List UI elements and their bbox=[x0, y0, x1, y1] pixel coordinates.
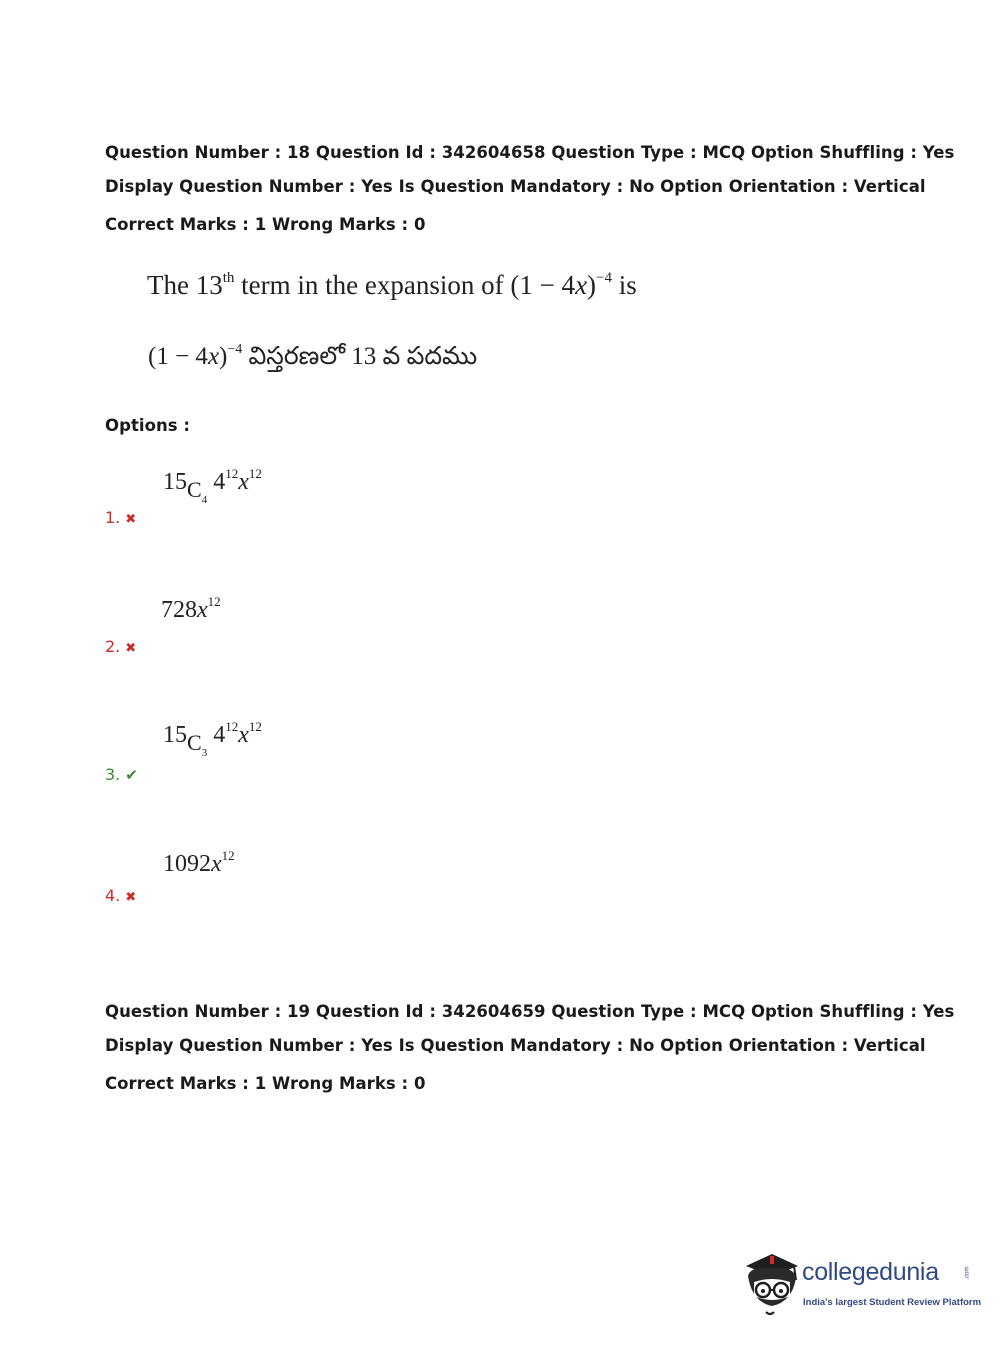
q19-meta-line-2: Display Question Number : Yes Is Question Mandatory : No Option Orientation : Vertical bbox=[105, 1036, 926, 1055]
q18-meta-line-1: Question Number : 18 Question Id : 342604658 Question Type : MCQ Option Shuffling : Yes bbox=[105, 143, 955, 162]
option-2-content: $728x^{12}$ bbox=[161, 594, 221, 623]
check-mark-icon: ✔ bbox=[125, 766, 138, 784]
option-4-content: $1092x^{12}$ bbox=[163, 848, 235, 877]
option-3-content: $15C_3$ $4^{12}x^{12}$ bbox=[163, 719, 262, 759]
option-1-content: $15C_4$ $4^{12}x^{12}$ bbox=[163, 466, 262, 506]
question-text-english: The 13th term in the expansion of $(1 - 4x)^{-4}$ is bbox=[147, 270, 637, 300]
options-label: Options : bbox=[105, 416, 191, 435]
wrong-mark-icon: ✖ bbox=[125, 890, 137, 905]
q18-meta-line-3: Correct Marks : 1 Wrong Marks : 0 bbox=[105, 215, 426, 234]
q19-meta-line-1: Question Number : 19 Question Id : 342604659 Question Type : MCQ Option Shuffling : Yes bbox=[105, 1002, 955, 1021]
q19-meta-line-3: Correct Marks : 1 Wrong Marks : 0 bbox=[105, 1074, 426, 1093]
option-1-number[interactable]: 1. ✖ bbox=[105, 508, 137, 527]
question-text-telugu: $(1 - 4x)^{-4}$ విస్తరణలో 13 వ పదము bbox=[148, 342, 478, 370]
brand-domain-suffix: .com bbox=[964, 1266, 971, 1280]
q18-meta-line-2: Display Question Number : Yes Is Question Mandatory : No Option Orientation : Vertical bbox=[105, 177, 926, 196]
mascot-icon bbox=[742, 1246, 802, 1320]
wrong-mark-icon: ✖ bbox=[125, 512, 137, 527]
option-4-number[interactable]: 4. ✖ bbox=[105, 886, 137, 905]
brand-tagline: India's largest Student Review Platform bbox=[803, 1297, 982, 1308]
wrong-mark-icon: ✖ bbox=[125, 641, 137, 656]
option-2-number[interactable]: 2. ✖ bbox=[105, 637, 137, 656]
collegedunia-logo[interactable] bbox=[742, 1246, 982, 1320]
option-3-number[interactable]: 3. ✔ bbox=[105, 765, 138, 784]
brand-name: collegedunia bbox=[802, 1258, 939, 1286]
